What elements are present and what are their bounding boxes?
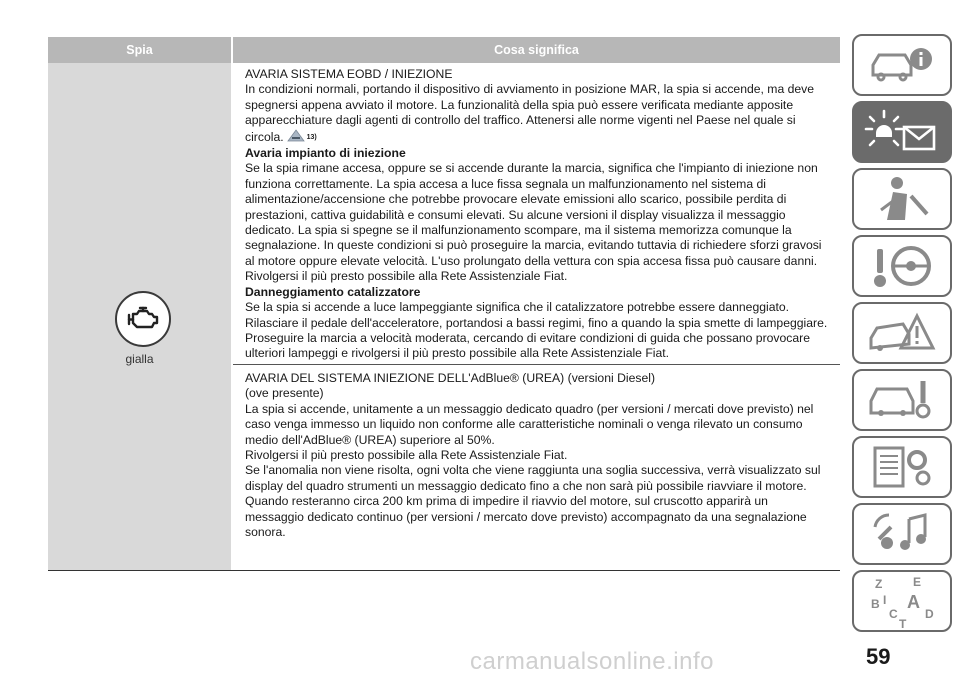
multimedia-icon <box>867 509 937 559</box>
svg-text:Z: Z <box>875 577 883 591</box>
tab-car-info[interactable] <box>852 34 952 96</box>
svg-text:A: A <box>907 592 920 612</box>
icon-column <box>48 63 231 570</box>
emergency-icon <box>867 308 937 358</box>
svg-text:D: D <box>925 607 934 621</box>
watermark: carmanualsonline.info <box>470 648 714 675</box>
safety-icon <box>867 174 937 224</box>
warning-lights-icon <box>862 107 942 157</box>
tab-maintenance[interactable] <box>852 369 952 431</box>
tab-multimedia[interactable] <box>852 503 952 565</box>
tab-warning-lights[interactable] <box>852 101 952 163</box>
icon-color-label: gialla <box>125 352 154 366</box>
warning-light-table <box>48 37 840 571</box>
section-title: AVARIA SISTEMA EOBD / INIEZIONE <box>245 67 453 81</box>
paragraph: Se la spia rimane accesa, oppure se si accende durante la marcia, significa che l'impianto di iniezione non funziona correttamente. La spia accesa a luce fissa segnala un malfunzionamento nel sistema di alimentazione/accensione che potrebbe provocare elevate emissioni allo scarico, possibile perdita di prestazioni, cattiva guidabilità e consumi elevati. Su alcune versioni il display visualizza il messaggio dedicato. La spia si spegne se il malfunzionamento scompare, ma il sistema memorizza comunque la segnalazione. In queste condizioni si può proseguire la marcia, evitando tuttavia di richiedere sforzi gravosi al motore oppure elevate velocità. L'uso prolungato della vettura con spia accesa fissa può causare danni. Rivolgersi il più presto possibile alla Rete Assistenziale Fiat. <box>245 161 822 284</box>
adblue-section <box>233 365 840 546</box>
svg-text:E: E <box>913 575 922 589</box>
paragraph: La spia si accende, unitamente a un messaggio dedicato quadro (per versioni / mercati dove previsto) nel caso venga immesso un liquido non conforme alle caratteristiche nominali o venga rilevato un consumo medio dell'AdBlue® (UREA) superiore al 50%. <box>245 401 814 447</box>
svg-text:C: C <box>889 607 898 621</box>
header-spia: Spia <box>126 43 153 57</box>
warning-triangle-icon <box>287 129 305 146</box>
section-subtitle: (ove presente) <box>245 386 324 401</box>
svg-text:I: I <box>883 593 887 607</box>
maintenance-icon <box>867 375 937 425</box>
subheading: Danneggiamento catalizzatore <box>245 284 421 299</box>
page-number: 59 <box>866 644 891 669</box>
paragraph: Rivolgersi il più presto possibile alla Rete Assistenziale Fiat. <box>245 448 568 463</box>
table-body <box>48 63 840 571</box>
starting-driving-icon <box>867 241 937 291</box>
svg-text:B: B <box>871 597 880 611</box>
tab-safety[interactable] <box>852 168 952 230</box>
paragraph: Se la spia si accende a luce lampeggiante significa che il catalizzatore potrebbe essere danneggiato. Rilasciare il pedale dell'acceleratore, portandosi a bassi regimi, fino a quando la spia smette di lampeggiare. Proseguire la marcia a velocità moderata, cercando di evitare condizioni di guida che possano provocare ulteriori lampeggi e rivolgersi il più presto possibile alla Rete Assistenziale Fiat. <box>245 300 828 361</box>
technical-data-icon <box>867 442 937 492</box>
section-title: AVARIA DEL SISTEMA INIEZIONE DELL'AdBlue® (UREA) (versioni Diesel) <box>245 371 655 385</box>
note-reference: 13) <box>306 133 317 141</box>
index-icon <box>867 574 937 628</box>
header-cosa-significa: Cosa significa <box>494 43 579 57</box>
tab-starting-driving[interactable] <box>852 235 952 297</box>
svg-text:T: T <box>899 617 907 628</box>
tab-index[interactable] <box>852 570 952 632</box>
engine-check-icon <box>115 291 171 347</box>
subheading: Avaria impianto di iniezione <box>245 146 406 161</box>
tab-technical-data[interactable] <box>852 436 952 498</box>
description-column <box>233 63 840 570</box>
table-header <box>48 37 840 63</box>
car-info-icon <box>867 43 937 87</box>
paragraph: Se l'anomalia non viene risolta, ogni volta che viene raggiunta una soglia successiva, verrà visualizzato sul display del quadro strumenti un messaggio dedicato fino a che non sarà più possibile riavviare il motore. Quando resteranno circa 200 km prima di impedire il riavvio del motore, sul cruscotto apparirà un messaggio dedicato continuo (per versioni / mercato dove previsto) accompagnato da una segnalazione sonora. <box>245 463 821 540</box>
paragraph: In condizioni normali, portando il dispositivo di avviamento in posizione MAR, la spia si accende, ma deve spegnersi appena avviato il motore. La funzionalità della spia può essere verificata mediante apposite apparecchiature dagli agenti di controllo del traffico. Attenersi alle norme vigenti nel Paese nel quale si circola. 13) <box>245 82 828 146</box>
eobd-section <box>233 63 840 365</box>
tab-emergency[interactable] <box>852 302 952 364</box>
